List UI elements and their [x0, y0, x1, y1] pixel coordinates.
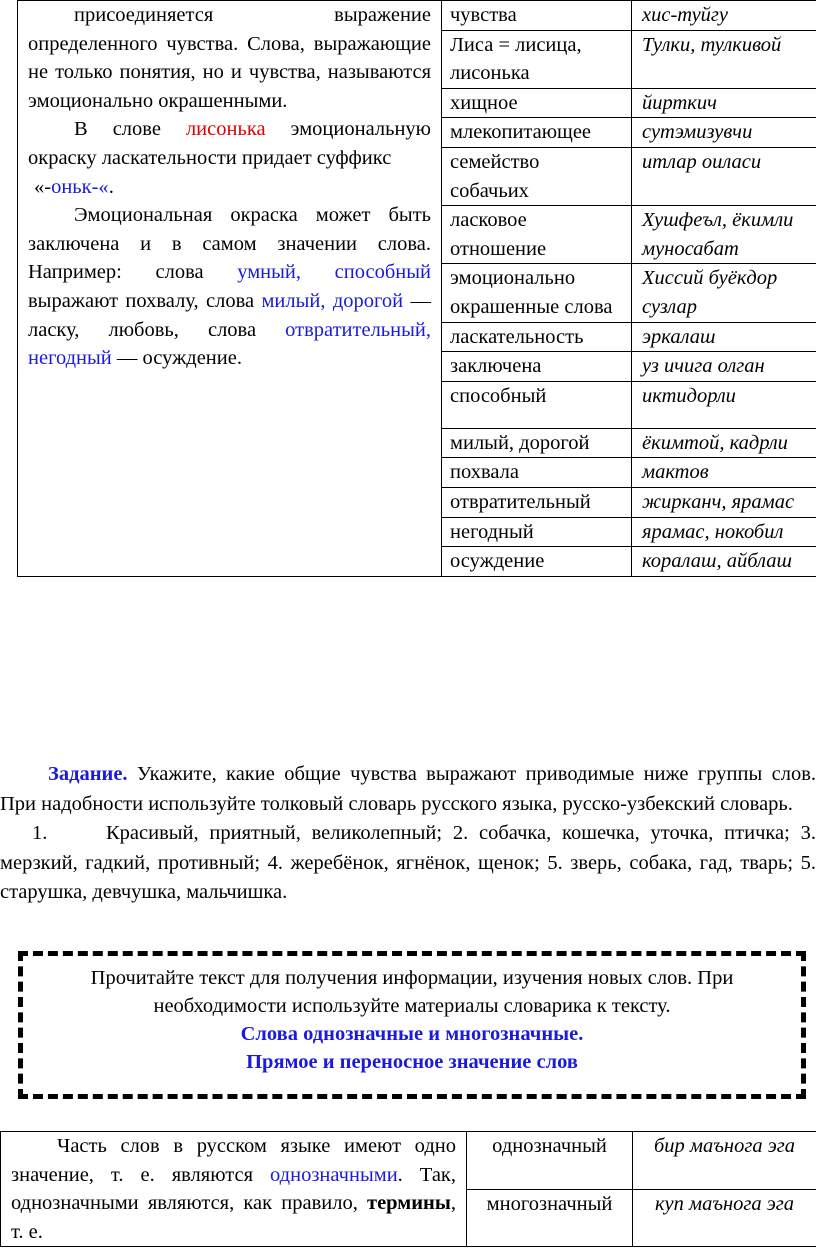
vocab-uz: уз ичига олган — [632, 352, 816, 382]
text-fragment: — ласку, любовь, слова — [28, 289, 431, 341]
vocab-ru: многозначный — [467, 1189, 633, 1247]
vocab-uz: эркалаш — [632, 322, 816, 352]
vocab-ru: ласкательность — [442, 322, 632, 352]
lesson-text-cell — [18, 1, 442, 577]
bottom-paragraph — [11, 1132, 456, 1246]
vocab-ru: милый, дорогой — [442, 428, 632, 458]
vocab-uz: сутэмизувчи — [632, 118, 816, 148]
suffix-highlight: оньк-« — [51, 175, 109, 198]
vocab-uz: Хиссий буёкдор сузлар — [632, 264, 816, 322]
section-heading-1: Слова однозначные и многозначные. — [240, 1023, 584, 1045]
vocab-uz: ярамас, нокобил — [632, 517, 816, 547]
vocab-ru: ласковое отношение — [442, 206, 632, 264]
vocab-ru: способный — [442, 381, 632, 428]
example-words: милый, дорогой — [261, 289, 404, 312]
task-list-text: Красивый, приятный, великолепный; 2. собачка, кошечка, уточка, птичка; 3. мерзкий, гадкий, противный; 4. жеребёнок, ягнёнок, щенок; 5. зверь, собака, гад, тварь; 5. старушка, девчушка, мальчишка. — [0, 822, 816, 903]
vocabulary-table — [17, 0, 816, 577]
example-words: умный, способный — [237, 261, 431, 284]
text-fragment: , т. е. — [11, 1192, 456, 1243]
text-fragment: Эмоциональная окраска может быть заключена и в самом значении слова. Например: слова — [28, 204, 431, 284]
vocab-uz: коралаш, айблаш — [632, 547, 816, 577]
task-text: Укажите, какие общие чувства выражают приводимые ниже группы слов. При надобности используйте толковый словарь русского языка, русско-узбекский словарь. — [0, 763, 816, 815]
vocab-uz: хис-туйгу — [632, 1, 816, 31]
vocab-ru: заключена — [442, 352, 632, 382]
instruction-text: Прочитайте текст для получения информации, изучения новых слов. При необходимости используйте материалы словарика к тексту. — [90, 967, 734, 1017]
text-fragment: выражают похвалу, слова — [28, 289, 262, 312]
text-fragment: В слове — [74, 118, 186, 141]
example-words: отвратительный, негодный — [28, 318, 431, 370]
vocab-ru: отвратительный — [442, 487, 632, 517]
bottom-text-cell — [1, 1132, 467, 1247]
vocab-ru: млекопитающее — [442, 118, 632, 148]
highlight-word: однозначными — [270, 1163, 398, 1186]
vocab-uz: Тулки, тулкивой — [632, 30, 816, 88]
vocab-uz: йирткич — [632, 88, 816, 118]
paragraph-1: присоединяется выражение определенного чувства. Слова, выражающие не только понятия, но и чувства, называются эмоционально окрашенными. — [28, 4, 431, 112]
vocab-ru: осуждение — [442, 547, 632, 577]
task-label: Задание. — [48, 763, 128, 785]
vocab-ru: чувства — [442, 1, 632, 31]
vocab-ru: похвала — [442, 458, 632, 488]
vocab-uz: мактов — [632, 458, 816, 488]
vocab-ru: эмоционально окрашенные слова — [442, 264, 632, 322]
bold-term: термины — [367, 1192, 451, 1215]
suffix-line — [28, 173, 431, 202]
vocab-uz: бир маънога эга — [633, 1132, 816, 1190]
vocab-ru: Лиса = лисица, лисонька — [442, 30, 632, 88]
reading-instruction-box — [18, 951, 806, 1099]
vocab-uz: Хушфеъл, ёкимли муносабат — [632, 206, 816, 264]
paragraph-2 — [28, 115, 431, 172]
vocab-ru: негодный — [442, 517, 632, 547]
vocab-ru: однозначный — [467, 1132, 633, 1190]
vocab-uz: куп маънога эга — [633, 1189, 816, 1247]
task-paragraph — [0, 760, 816, 819]
text-fragment: . — [108, 175, 114, 198]
task-list-number: 1. — [32, 822, 48, 844]
text-fragment: — осуждение. — [111, 347, 242, 370]
highlight-word: лисонька — [185, 118, 266, 141]
vocab-ru: хищное — [442, 88, 632, 118]
paragraph-3 — [28, 201, 431, 373]
vocab-ru: семейство собачьих — [442, 147, 632, 205]
bottom-vocabulary-table — [0, 1131, 816, 1247]
vocab-uz: ёкимтой, кадрли — [632, 428, 816, 458]
text-fragment: . Так, однозначными являются, как правило, — [11, 1163, 457, 1215]
vocab-uz: жиркaнч, ярамас — [632, 487, 816, 517]
vocab-uz: иктидорли — [632, 381, 816, 428]
text-fragment: Часть слов в русском языке имеют одно значение, т. е. являются — [11, 1135, 456, 1186]
text-fragment: эмоциональную окраску ласкательности придает суффикс — [28, 118, 431, 169]
section-heading-2: Прямое и переносное значение слов — [246, 1051, 578, 1073]
text-fragment: «- — [34, 175, 52, 198]
vocab-uz: итлар оиласи — [632, 147, 816, 205]
task-list — [0, 819, 816, 908]
task-section — [0, 760, 816, 908]
